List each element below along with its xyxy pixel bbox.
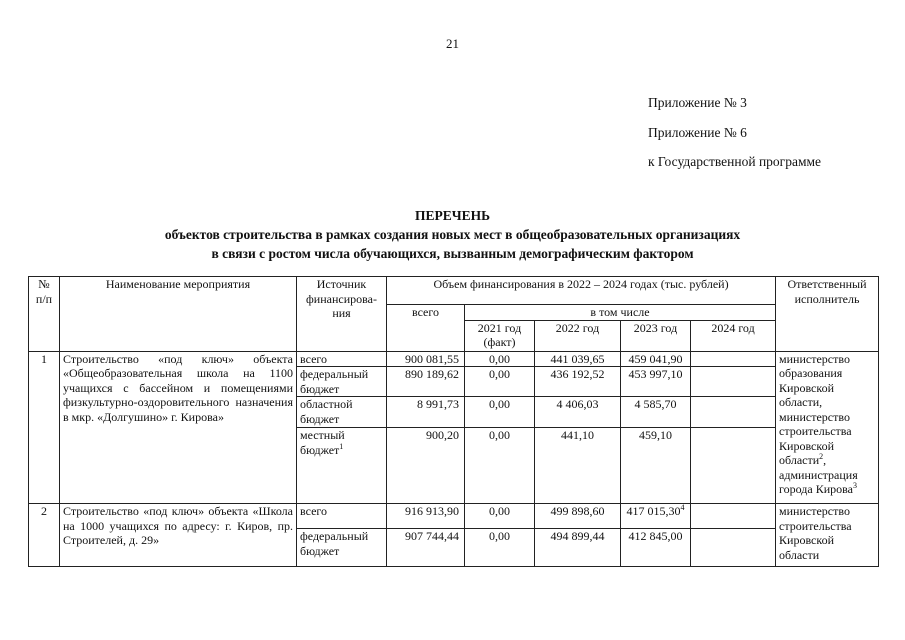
responsible-text: министерство образования Кировской области, министерство строительства Кировской области	[779, 351, 852, 467]
header-source: Источник финансирова-ния	[297, 277, 387, 352]
header-row-1	[29, 277, 879, 305]
header-including: в том числе	[465, 305, 776, 321]
table-row	[29, 504, 879, 529]
row-num: 1	[29, 351, 60, 504]
y2023-cell	[621, 504, 691, 529]
y2022-cell: 499 898,60	[535, 504, 621, 529]
value-text: 417 015,30	[626, 504, 681, 518]
document-subtitle-line-1: объектов строительства в рамках создания новых мест в общеобразовательных организациях	[164, 227, 741, 242]
y2024-cell	[691, 428, 776, 504]
row-num: 2	[29, 504, 60, 567]
appendix-line-3: к Государственной программе	[648, 154, 822, 169]
y2024-cell	[691, 504, 776, 529]
y2023-cell: 453 997,10	[621, 367, 691, 397]
y2021-cell: 0,00	[465, 367, 535, 397]
header-2024: 2024 год	[691, 320, 776, 351]
total-cell: 907 744,44	[387, 529, 465, 567]
footnote-mark: 1	[339, 441, 344, 451]
y2024-cell	[691, 397, 776, 428]
y2022-cell: 441 039,65	[535, 351, 621, 367]
total-cell: 8 991,73	[387, 397, 465, 428]
document-title: ПЕРЕЧЕНЬ	[414, 208, 491, 223]
y2023-cell: 459 041,90	[621, 351, 691, 367]
source-cell: всего	[297, 504, 387, 529]
y2022-cell: 4 406,03	[535, 397, 621, 428]
y2022-cell: 494 899,44	[535, 529, 621, 567]
appendix-line-1: Приложение № 3	[648, 95, 747, 110]
y2021-cell: 0,00	[465, 428, 535, 504]
y2024-cell	[691, 367, 776, 397]
header-2022: 2022 год	[535, 320, 621, 351]
y2022-cell: 436 192,52	[535, 367, 621, 397]
source-cell	[297, 428, 387, 504]
table-row	[29, 351, 879, 367]
y2023-cell: 412 845,00	[621, 529, 691, 567]
header-name: Наименование мероприятия	[60, 277, 297, 352]
source-cell: областной бюджет	[297, 397, 387, 428]
responsible-text-tail: , администрация города Кирова	[779, 453, 858, 496]
footnote-mark: 3	[853, 481, 857, 490]
appendix-line-2: Приложение № 6	[648, 125, 747, 140]
y2021-cell: 0,00	[465, 397, 535, 428]
funding-table	[28, 276, 879, 567]
total-cell: 916 913,90	[387, 504, 465, 529]
document-subtitle-line-2: в связи с ростом числа обучающихся, вызванным демографическим фактором	[211, 246, 694, 261]
total-cell: 900,20	[387, 428, 465, 504]
responsible-cell: министерство строительства Кировской области	[776, 504, 879, 567]
y2021-cell: 0,00	[465, 504, 535, 529]
page-number: 21	[446, 36, 459, 51]
y2021-cell: 0,00	[465, 351, 535, 367]
footnote-mark: 4	[680, 503, 685, 512]
y2022-cell: 441,10	[535, 428, 621, 504]
y2023-cell: 4 585,70	[621, 397, 691, 428]
responsible-cell	[776, 351, 879, 504]
header-2021: 2021 год (факт)	[465, 320, 535, 351]
row-name: Строительство «под ключ» объекта «Общеобразовательная школа на 1100 учащихся с бассейном и помещениями физкультурно-оздоровительного назначения в мкр. «Долгушино» г. Кирова»	[60, 351, 297, 504]
y2024-cell	[691, 529, 776, 567]
header-responsible: Ответственный исполнитель	[776, 277, 879, 352]
header-num: № п/п	[29, 277, 60, 352]
y2021-cell: 0,00	[465, 529, 535, 567]
total-cell: 890 189,62	[387, 367, 465, 397]
footnote-mark: 2	[819, 452, 824, 461]
source-cell: всего	[297, 351, 387, 367]
row-name: Строительство «под ключ» объекта «Школа на 1000 учащихся по адресу: г. Киров, пр. Строителей, д. 29»	[60, 504, 297, 567]
source-cell: федеральный бюджет	[297, 367, 387, 397]
total-cell: 900 081,55	[387, 351, 465, 367]
header-volume: Объем финансирования в 2022 – 2024 годах (тыс. рублей)	[387, 277, 776, 305]
source-text: местный бюджет	[300, 428, 345, 457]
y2023-cell: 459,10	[621, 428, 691, 504]
header-total: всего	[387, 305, 465, 352]
y2024-cell	[691, 351, 776, 367]
header-2023: 2023 год	[621, 320, 691, 351]
source-cell: федеральный бюджет	[297, 529, 387, 567]
